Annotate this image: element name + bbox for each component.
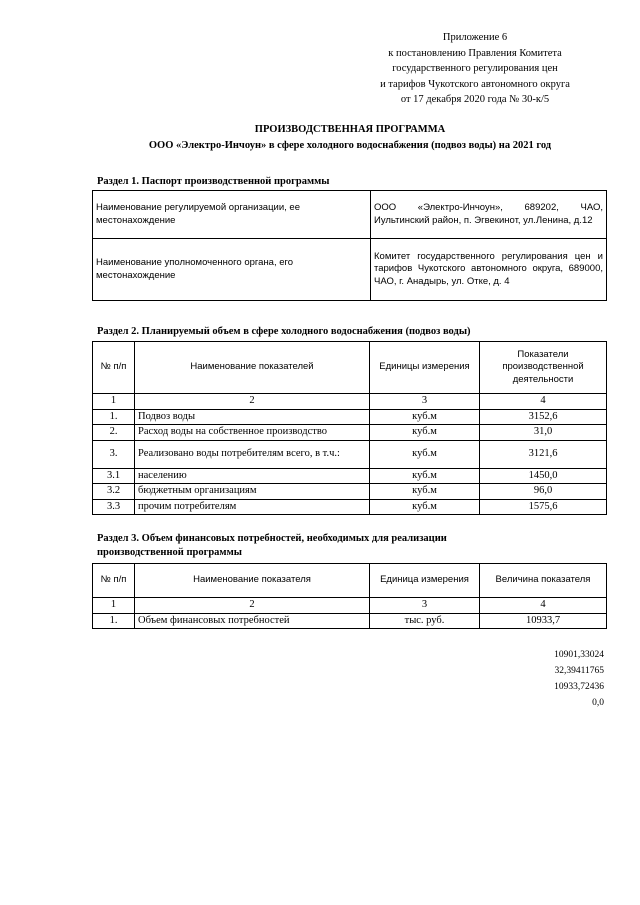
col-number: 2 — [135, 394, 370, 410]
row-value: 96,0 — [480, 484, 607, 500]
table-row — [93, 613, 607, 629]
row-unit: куб.м — [370, 468, 480, 484]
row-unit: тыс. руб. — [370, 613, 480, 629]
finance-table — [92, 563, 607, 629]
section2-heading: Раздел 2. Планируемый объем в сфере холодного водоснабжения (подвоз воды) — [97, 326, 471, 337]
row-name: Реализовано воды потребителям всего, в т.ч.: — [135, 440, 370, 468]
col-number: 1 — [93, 394, 135, 410]
col-header-name: Наименование показателя — [135, 564, 370, 598]
table-row — [93, 239, 607, 301]
note-number: 32,39411765 — [554, 666, 604, 676]
row-unit: куб.м — [370, 440, 480, 468]
col-number: 3 — [370, 394, 480, 410]
calculation-notes — [554, 647, 604, 711]
table-header-row — [93, 564, 607, 598]
table-row — [93, 484, 607, 500]
table-row — [93, 191, 607, 239]
row-name: прочим потребителям — [135, 499, 370, 515]
row-name: населению — [135, 468, 370, 484]
row-num: 3. — [93, 440, 135, 468]
col-number: 2 — [135, 598, 370, 614]
row-value: 1575,6 — [480, 499, 607, 515]
col-number: 4 — [480, 394, 607, 410]
table-row — [93, 440, 607, 468]
table-row — [93, 409, 607, 425]
col-header-num: № п/п — [93, 564, 135, 598]
appendix-line: и тарифов Чукотского автономного округа — [380, 78, 570, 90]
column-number-row — [93, 598, 607, 614]
row-value: 3152,6 — [480, 409, 607, 425]
document-subtitle: ООО «Электро-Инчоун» в сфере холодного водоснабжения (подвоз воды) на 2021 год — [148, 140, 552, 151]
appendix-line: к постановлению Правления Комитета — [388, 47, 562, 59]
passport-label: Наименование регулируемой организации, ее местонахождение — [93, 191, 371, 239]
row-unit: куб.м — [370, 425, 480, 441]
row-value: 31,0 — [480, 425, 607, 441]
col-header-name: Наименование показателей — [135, 342, 370, 394]
row-name: Расход воды на собственное производство — [135, 425, 370, 441]
row-value: 1450,0 — [480, 468, 607, 484]
col-header-value: Величина показателя — [480, 564, 607, 598]
col-header-value: Показатели производственной деятельности — [480, 342, 607, 394]
note-number: 10901,33024 — [554, 650, 604, 660]
row-value: 10933,7 — [480, 613, 607, 629]
row-name: Подвоз воды — [135, 409, 370, 425]
appendix-line: от 17 декабря 2020 года № 30-к/5 — [400, 94, 550, 105]
passport-table — [92, 190, 607, 301]
document-title: ПРОИЗВОДСТВЕННАЯ ПРОГРАММА — [254, 124, 446, 135]
row-num: 1. — [93, 409, 135, 425]
row-unit: куб.м — [370, 409, 480, 425]
row-num: 1. — [93, 613, 135, 629]
table-row — [93, 468, 607, 484]
passport-value: ООО «Электро-Инчоун», 689202, ЧАО, Иультинский район, п. Эгвекинот, ул.Ленина, д.12 — [371, 191, 607, 239]
col-header-unit: Единица измерения — [370, 564, 480, 598]
row-unit: куб.м — [370, 499, 480, 515]
volume-table — [92, 341, 607, 515]
row-unit: куб.м — [370, 484, 480, 500]
col-header-num: № п/п — [93, 342, 135, 394]
table-row — [93, 499, 607, 515]
appendix-line: Приложение 6 — [442, 32, 508, 43]
row-num: 3.1 — [93, 468, 135, 484]
col-header-unit: Единицы измерения — [370, 342, 480, 394]
section3-heading: Раздел 3. Объем финансовых потребностей, необходимых для реализации — [97, 533, 447, 544]
col-number: 4 — [480, 598, 607, 614]
table-row — [93, 425, 607, 441]
note-number: 0,0 — [592, 698, 604, 708]
column-number-row — [93, 394, 607, 410]
col-number: 1 — [93, 598, 135, 614]
section1-heading: Раздел 1. Паспорт производственной программы — [97, 176, 330, 187]
table-header-row — [93, 342, 607, 394]
appendix-header — [330, 30, 620, 108]
row-num: 3.3 — [93, 499, 135, 515]
row-name: бюджетным организациям — [135, 484, 370, 500]
col-number: 3 — [370, 598, 480, 614]
section3-heading-cont: производственной программы — [97, 547, 242, 558]
appendix-line: государственного регулирования цен — [392, 63, 558, 74]
row-value: 3121,6 — [480, 440, 607, 468]
passport-value: Комитет государственного регулирования цен и тарифов Чукотского автономного округа, 689000, ЧАО, г. Анадырь, ул. Отке, д. 4 — [371, 239, 607, 301]
note-number: 10933,72436 — [554, 682, 604, 692]
row-num: 2. — [93, 425, 135, 441]
passport-label: Наименование уполномоченного органа, его местонахождение — [93, 239, 371, 301]
row-name: Объем финансовых потребностей — [135, 613, 370, 629]
row-num: 3.2 — [93, 484, 135, 500]
